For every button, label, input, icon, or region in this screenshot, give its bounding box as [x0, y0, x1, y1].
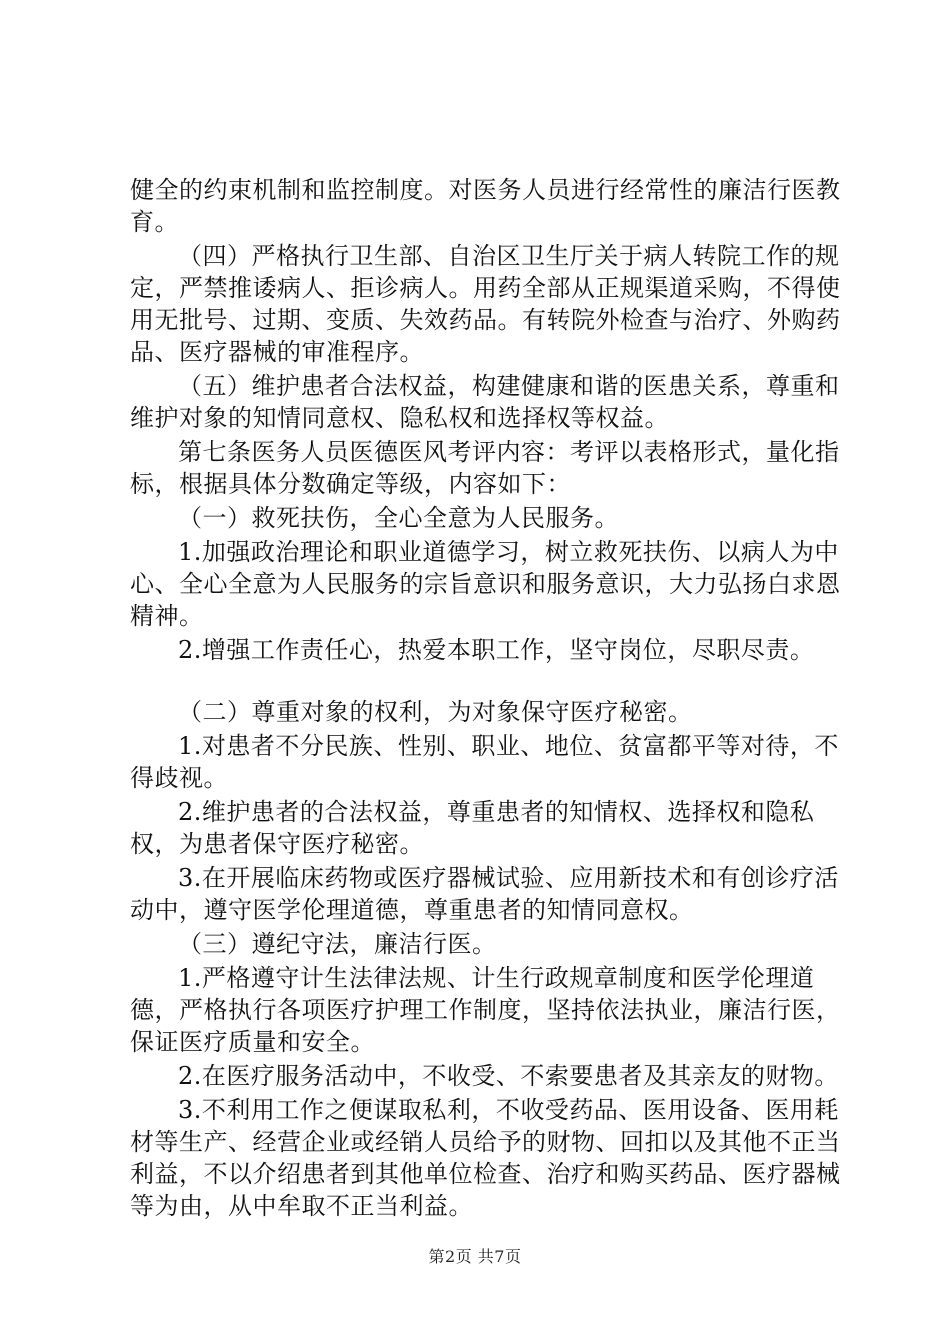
paragraph: 第七条医务人员医德医风考评内容：考评以表格形式，量化指标，根据具体分数确定等级，内容如下：: [130, 438, 840, 498]
document-body: [130, 174, 860, 1224]
paragraph: （四）严格执行卫生部、自治区卫生厅关于病人转院工作的规定，严禁推诿病人、拒诊病人。用药全部从正规渠道采购，不得使用无批号、过期、变质、失效药品。有转院外检查与治疗、外购药品、医疗器械的审准程序。: [130, 242, 841, 366]
paragraph: 3.不利用工作之便谋取私利，不收受药品、医用设备、医用耗材等生产、经营企业或经销人员给予的财物、回扣以及其他不正当利益，不以介绍患者到其他单位检查、治疗和购买药品、医疗器械等为由，从中牟取不正当利益。: [130, 1096, 841, 1220]
paragraph: （五）维护患者合法权益，构建健康和谐的医患关系，尊重和维护对象的知情同意权、隐私权和选择权等权益。: [130, 372, 840, 432]
paragraph: 2.增强工作责任心，热爱本职工作，坚守岗位，尽职尽责。: [178, 636, 815, 664]
paragraph: （一）救死扶伤，全心全意为人民服务。: [178, 504, 619, 532]
paragraph: 3.在开展临床药物或医疗器械试验、应用新技术和有创诊疗活动中，遵守医学伦理道德，尊重患者的知情同意权。: [130, 864, 839, 924]
paragraph: 1.对患者不分民族、性别、职业、地位、贫富都平等对待，不得歧视。: [130, 732, 839, 792]
paragraph: 健全的约束机制和监控制度。对医务人员进行经常性的廉洁行医教育。: [130, 176, 841, 236]
paragraph: 2.在医疗服务活动中，不收受、不索要患者及其亲友的财物。: [178, 1062, 839, 1090]
paragraph: （二）尊重对象的权利，为对象保守医疗秘密。: [178, 698, 693, 726]
paragraph: 2.维护患者的合法权益，尊重患者的知情权、选择权和隐私权，为患者保守医疗秘密。: [130, 798, 815, 858]
page-footer: 第2页 共7页: [428, 1247, 522, 1266]
paragraph: 1.严格遵守计生法律法规、计生行政规章制度和医学伦理道德，严格执行各项医疗护理工作制度，坚持依法执业，廉洁行医，保证医疗质量和安全。: [130, 964, 841, 1056]
paragraph: （三）遵纪守法，廉洁行医。: [178, 930, 497, 958]
paragraph: 1.加强政治理论和职业道德学习，树立救死扶伤、以病人为中心、全心全意为人民服务的宗旨意识和服务意识，大力弘扬白求恩精神。: [130, 538, 841, 630]
